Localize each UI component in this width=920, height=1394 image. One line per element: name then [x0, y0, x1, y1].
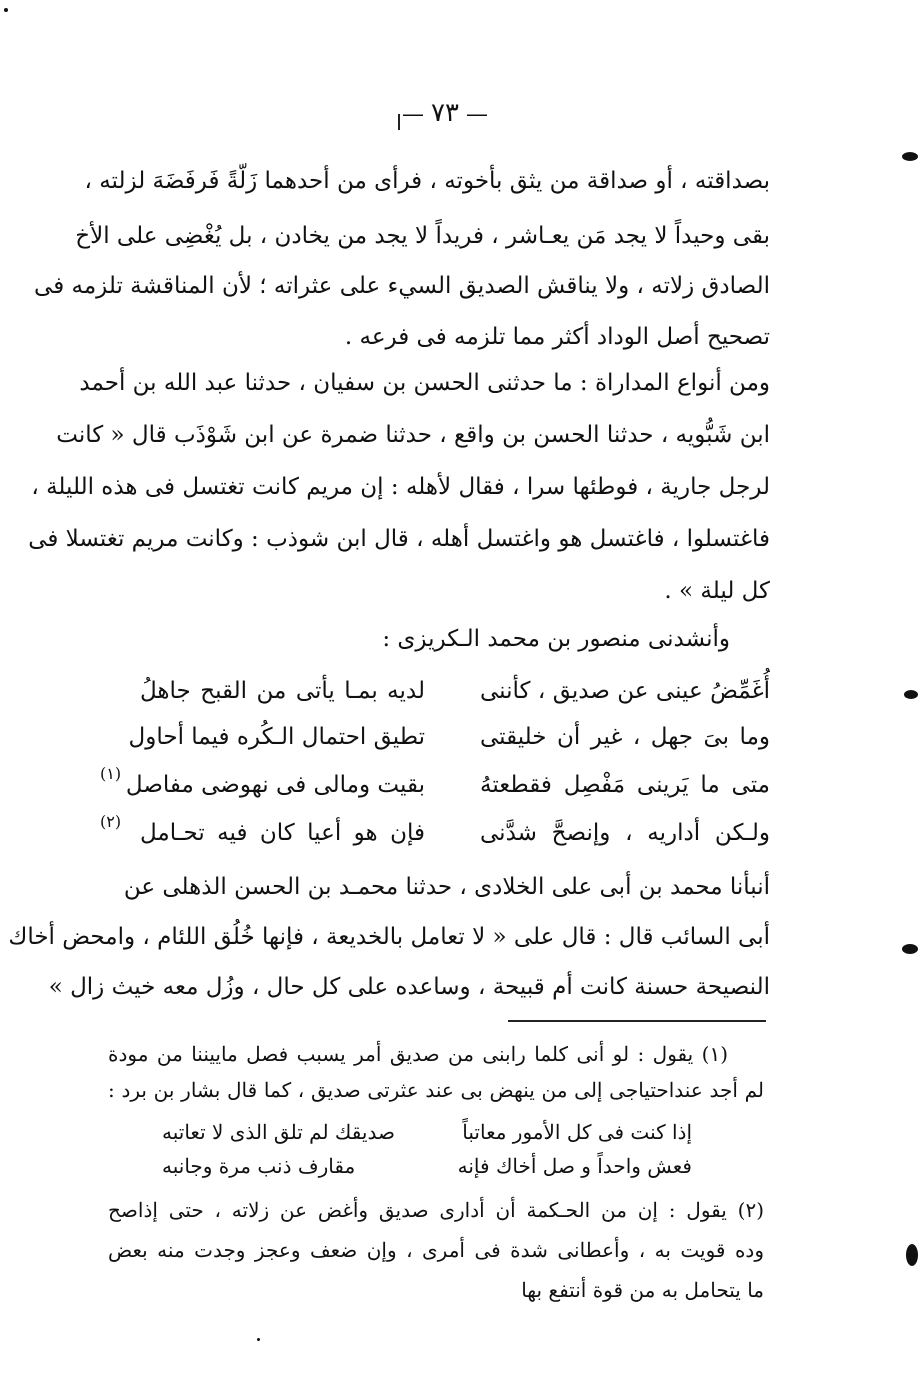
footnote-verse-second: صديقك لم تلق الذى لا تعاتبه [162, 1120, 395, 1144]
text-line: بصداقته ، أو صداقة من يثق بأخوته ، فرأى من أحدهما زَلّةً فَرفَضَهَ لزلته ، [84, 168, 770, 194]
text-line: تصحيح أصل الوداد أكثر مما تلزمه فى فرعه . [344, 324, 770, 350]
verse-second-hemistich: فإن هو أعيا كان فيه تحـامل [140, 820, 425, 846]
verse-first-hemistich: ولـكن أداريه ، وإنصحَّ شدَّنى [480, 820, 770, 846]
verse-second-hemistich: لديه بمـا يأتى من القبح جاهلُ [140, 678, 425, 704]
scan-speck [902, 152, 918, 161]
verse-second-hemistich: بقيت ومالى فى نهوضى مفاصل [125, 772, 425, 798]
text-line: وأنشدنى منصور بن محمد الـكريزى : [382, 626, 730, 652]
scan-speck [257, 1338, 260, 1341]
text-line: فاغتسلوا ، فاغتسل هو واغتسل أهله ، قال ابن شوذب : وكانت مريم تغتسلا فى [28, 526, 770, 552]
text-line: بقى وحيداً لا يجد مَن يعـاشر ، فريداً لا يجد من يخادن ، بل يُغْضِى على الأخ [75, 223, 770, 249]
verse-first-hemistich: وما بىَ جهل ، غير أن خليقتى [480, 724, 770, 750]
scan-speck [902, 944, 918, 954]
verse-row [100, 676, 770, 712]
verse-row [100, 722, 770, 758]
page-number-bracket [398, 114, 400, 130]
scan-speck [906, 1244, 918, 1266]
footnote-verse-second: مقارف ذنب مرة وجانبه [162, 1154, 356, 1178]
verse-first-hemistich: متى ما يَرينى مَفْصِل فقطعتهُ [480, 772, 770, 798]
footnote-line: وده قويت به ، وأعطانى شدة فى أمرى ، وإن ضعف وعجز وجدت منه بعض [108, 1238, 764, 1262]
verse-second-hemistich: تطيق احتمال الـكُره فيما أحاول [128, 724, 425, 750]
page-number: — ٧٣ — [402, 98, 488, 128]
text-line: لرجل جارية ، فوطئها سرا ، فقال لأهله : إن مريم كانت تغتسل فى هذه الليلة ، [31, 474, 770, 500]
footnote-line: لم أجد عنداحتياجى إلى من ينهض بى عند عثرتى صديق ، كما قال بشار بن برد : [108, 1078, 764, 1102]
text-line: كل ليلة » . [664, 578, 770, 604]
footnote-line: (١) يقول : لو أنى كلما رابنى من صديق أمر يسبب فصل ماييننا من مودة [108, 1042, 728, 1066]
footnote-verse-first: فعش واحداً و صل أخاك فإنه [457, 1154, 692, 1178]
footnote-marker: (٢) [100, 812, 122, 831]
footnote-verse-first: إذا كنت فى كل الأمور معاتباً [462, 1120, 692, 1144]
page-number-value: ٧٣ [431, 98, 459, 128]
text-line: أبى السائب قال : قال على « لا تعامل بالخديعة ، فإنها خُلُق اللئام ، وامحض أخاك [8, 924, 770, 950]
text-line: أنبأنا محمد بن أبى على الخلادى ، حدثنا محمـد بن الحسن الذهلى عن [123, 874, 770, 900]
text-line: الصادق زلاته ، ولا يناقش الصديق السيء على عثراته ؛ لأن المناقشة تلزمه فى [34, 273, 770, 299]
scan-speck [4, 8, 8, 12]
text-line: ابن شَبُّويه ، حدثنا الحسن بن واقع ، حدثنا ضمرة عن ابن شَوْذَب قال « كانت [56, 422, 770, 448]
verse-first-hemistich: أُغَمِّضُ عينى عن صديق ، كأننى [480, 678, 770, 704]
verse-row [100, 764, 770, 806]
footnote-separator [508, 1020, 766, 1022]
text-line: ومن أنواع المداراة : ما حدثنى الحسن بن سفيان ، حدثنا عبد الله بن أحمد [79, 370, 770, 396]
text-line: النصيحة حسنة كانت أم قبيحة ، وساعده على كل حال ، وزُل معه خيث زال » [48, 974, 770, 1000]
footnote-line: ما يتحامل به من قوة أنتفع بها [521, 1278, 764, 1302]
footnote-line: (٢) يقول : إن من الحـكمة أن أدارى صديق وأغض عن زلاته ، حتى إذاصح [108, 1198, 764, 1222]
verse-row [100, 812, 770, 854]
scan-speck [904, 690, 918, 699]
footnote-marker: (١) [100, 764, 122, 783]
